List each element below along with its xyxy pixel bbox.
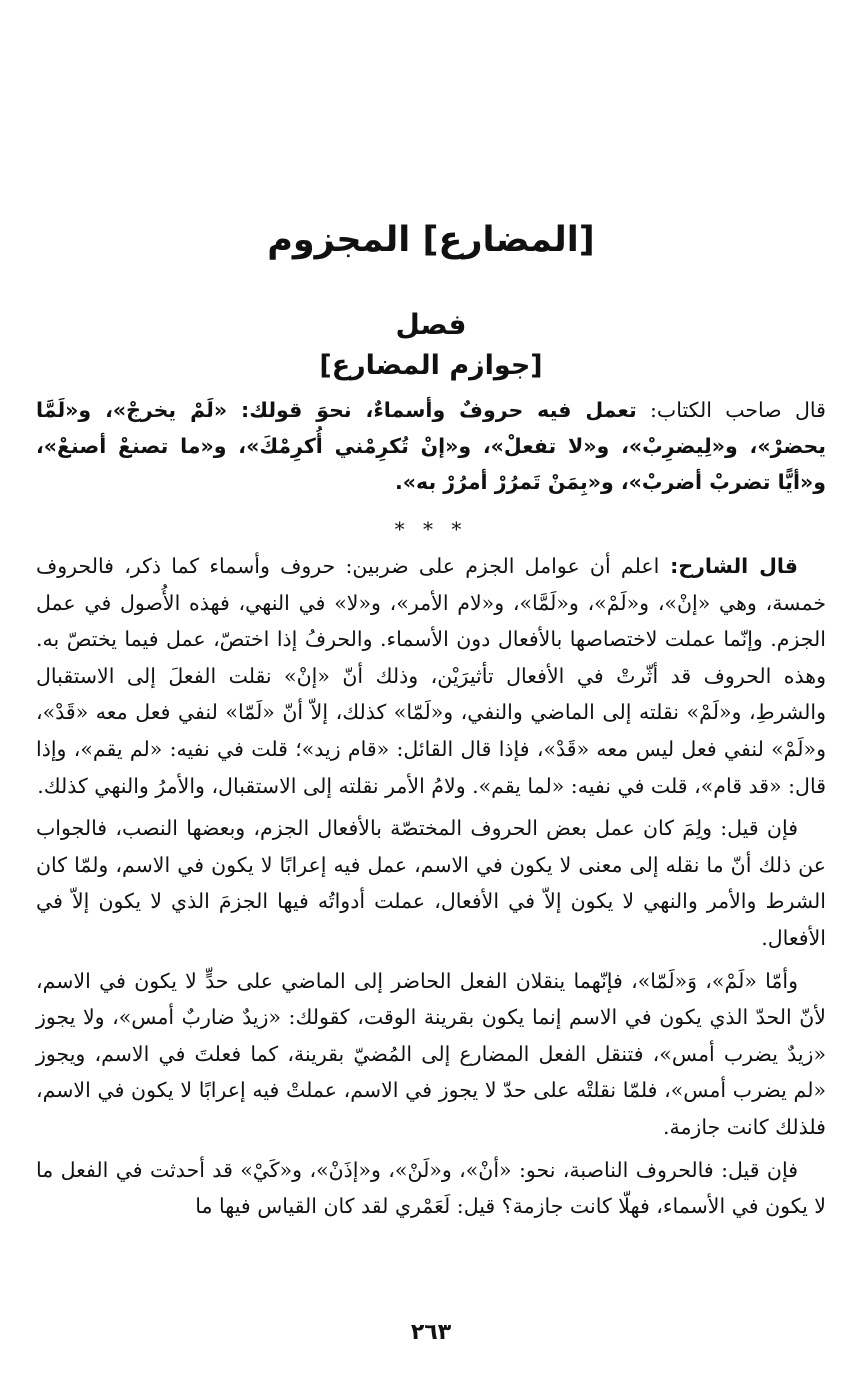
commentary-paragraph: فإن قيل: فالحروف الناصبة، نحو: «أنْ»، و«لَنْ»، و«إذَنْ»، و«كَيْ» قد أحدثت في الفعل ما لا يكون في الأسماء، فهلّا كانت جازمة؟ قيل: لَعَمْري لقد كان القياس فيها ما xyxy=(36,1157,826,1219)
matn-quote: تعمل فيه حروفٌ وأسماءٌ، نحوَ قولك: «لَمْ يخرجْ»، و«لَمَّا يحضرْ»، و«لِيضرِبْ»، و«لا تفعلْ»، و«إنْ تُكرِمْني أُكرِمْكَ»، و«ما تصنعْ أصنعْ»، و«أيًّا تضربْ أضربْ»، و«بِمَنْ تَمرُرْ أمرُرْ به». xyxy=(36,398,826,494)
section-separator: * * * xyxy=(394,517,468,541)
commentary-text: اعلم أن عوامل الجزم على ضربين: حروف وأسماء كما ذكر، فالحروف خمسة، وهي «إنْ»، و«لَمْ»، و«لَمَّا»، و«لام الأمر»، و«لا» في النهي، فهذه الأُصول في عمل الجزم. وإنّما عملت لاختصاصها بالأفعال دون الأسماء. والحرفُ إذا اختصّ، عمل فيما يختصّ به. وهذه الحروف قد أثّرتْ في الأفعال تأثيرَيْن، وذلك أنّ «إنْ» نقلت الفعلَ إلى الاستقبال والشرطِ، و«لَمْ» نقلته إلى الماضي والنفي، و«لَمّا» كذلك، إلاّ أنّ «لَمّا» لنفي فعل معه «قَدْ»، و«لَمْ» لنفي فعل ليس معه «قَدْ»، فإذا قال القائل: «قام زيد»؛ قلت في نفيه: «لم يقم»، وإذا قال: «قد قام»، قلت في نفيه: «لما يقم». ولامُ الأمر نقلته إلى الاستقبال، والأمرُ والنهي كذلك. xyxy=(36,554,826,798)
commentary xyxy=(36,548,826,1231)
section-label: فصل xyxy=(395,308,467,341)
commentary-speaker: قال الشارح: xyxy=(659,554,798,578)
commentary-paragraph: فإن قيل: ولِمَ كان عمل بعض الحروف المختصّة بالأفعال الجزم، وبعضها النصب، فالجواب عن ذلك أنّ ما نقله إلى معنى لا يكون في الاسم، عمل فيه إعرابًا لا يكون في الاسم، ولمّا كان الشرط والأمر والنهي لا يكون إلاّ في الأفعال، عملت أدواتُه فيها الجزمَ الذي لا يكون إلاّ في الأفعال. xyxy=(36,816,826,950)
commentary-paragraph xyxy=(36,548,826,804)
matn-lead: قال صاحب الكتاب: xyxy=(636,398,826,422)
book-page xyxy=(36,0,826,1380)
section-subtitle: [جوازم المضارع] xyxy=(319,350,543,381)
page-number: ٢٦٣ xyxy=(410,1320,452,1345)
chapter-title: [المضارع] المجزوم xyxy=(267,220,595,260)
matn-paragraph xyxy=(36,392,826,500)
commentary-paragraph: وأمّا «لَمْ»، وَ«لَمّا»، فإنّهما ينقلان الفعل الحاضر إلى الماضي على حدٍّ لا يكون في الاسم، لأنّ الحدّ الذي يكون في الاسم إنما يكون بقرينة الوقت، كقولك: «زيدٌ ضاربٌ أمس»، ولا يجوز «زيدٌ يضرب أمس»، فتنقل الفعل المضارع إلى المُضيّ بقرينة، كما فعلتَ في الاسم، ويجوز «لم يضرب أمس»، فلمّا نقلتْه على حدّ لا يجوز في الاسم، عملتْ فيه إعرابًا لا يكون في الاسم، فلذلك كانت جازمة. xyxy=(36,968,826,1139)
